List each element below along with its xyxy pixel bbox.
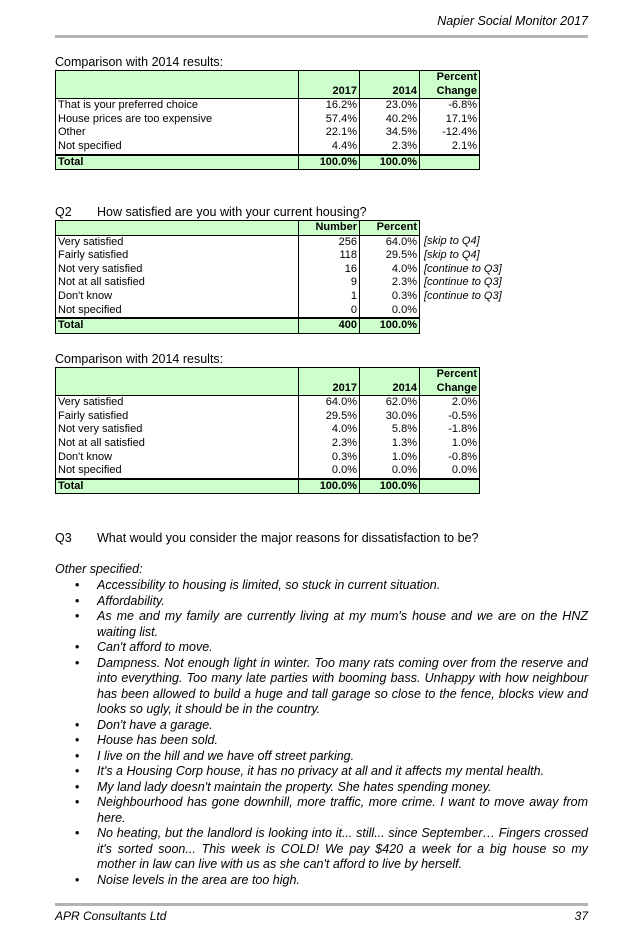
- total-2017: 100.0%: [299, 479, 360, 494]
- list-item: [55, 594, 588, 610]
- row-label: Other: [56, 126, 299, 140]
- table-row: [56, 126, 480, 140]
- table-row: [56, 451, 480, 465]
- row-label: Not at all satisfied: [56, 437, 299, 451]
- q2-question: How satisfied are you with your current housing?: [97, 205, 367, 219]
- skip-instruction: [continue to Q3]: [420, 290, 520, 304]
- value-2017: 4.4%: [299, 140, 360, 155]
- col-header-2017: 2017: [299, 368, 360, 396]
- bullet-icon: •: [75, 655, 80, 670]
- list-item: [55, 578, 588, 594]
- list-item: [55, 873, 588, 889]
- bullet-icon: •: [75, 578, 80, 592]
- total-2017: 100.0%: [299, 155, 360, 170]
- comparison-1-title: Comparison with 2014 results:: [55, 55, 224, 69]
- list-item: [55, 795, 588, 826]
- list-item: [55, 718, 588, 734]
- table-row: [56, 423, 480, 437]
- comparison-1-body: [56, 99, 480, 155]
- col-header-2014: 2014: [360, 368, 420, 396]
- row-label: Don't know: [56, 451, 299, 465]
- q2-heading: [55, 205, 367, 219]
- reason-text: House has been sold.: [97, 733, 218, 747]
- reason-text: Affordability.: [97, 593, 165, 608]
- skip-instruction: [continue to Q3]: [420, 263, 520, 277]
- page-number: 37: [574, 909, 588, 923]
- table-row: [56, 464, 480, 479]
- total-row: [56, 318, 520, 333]
- table-row: [56, 235, 520, 249]
- value-percent: 4.0%: [360, 263, 420, 277]
- list-item: [55, 826, 588, 873]
- reasons-list: [55, 578, 588, 888]
- row-label: Fairly satisfied: [56, 410, 299, 424]
- value-change: 0.0%: [420, 464, 480, 479]
- reason-text: Dampness. Not enough light in winter. Too many rats coming over from the reserve and into everything. Too many late parties with booming bass. Unhappy with how neighbour has been allowed to build a huge and tall garage so close to the fence, blocks view and looks so ugly, it should be in the country.: [97, 655, 588, 716]
- value-change: 2.1%: [420, 140, 480, 155]
- value-change: 17.1%: [420, 113, 480, 127]
- total-row: [56, 155, 480, 170]
- row-label: Very satisfied: [56, 235, 299, 249]
- value-number: 118: [299, 249, 360, 263]
- bullet-icon: •: [75, 609, 80, 623]
- value-2014: 62.0%: [360, 396, 420, 410]
- value-2014: 34.5%: [360, 126, 420, 140]
- value-2014: 40.2%: [360, 113, 420, 127]
- total-label: Total: [56, 479, 299, 494]
- row-label: Don't know: [56, 290, 299, 304]
- total-row: [56, 479, 480, 494]
- table-row: [56, 140, 480, 155]
- value-2014: 1.3%: [360, 437, 420, 451]
- value-change: -12.4%: [420, 126, 480, 140]
- page-header: [55, 8, 588, 38]
- table-row: [56, 249, 520, 263]
- reason-text: It's a Housing Corp house, it has no privacy at all and it affects my mental health.: [97, 764, 545, 778]
- reason-text: I live on the hill and we have off street parking.: [97, 748, 355, 763]
- page-footer: [55, 903, 588, 926]
- value-2014: 0.0%: [360, 464, 420, 479]
- bullet-icon: •: [75, 733, 80, 747]
- value-number: 256: [299, 235, 360, 249]
- value-2014: 5.8%: [360, 423, 420, 437]
- q3-question: What would you consider the major reasons for dissatisfaction to be?: [97, 531, 479, 545]
- other-specified-label: Other specified:: [55, 562, 143, 576]
- value-2017: 16.2%: [299, 99, 360, 113]
- value-2014: 23.0%: [360, 99, 420, 113]
- value-2017: 2.3%: [299, 437, 360, 451]
- col-header-2017: 2017: [299, 71, 360, 99]
- value-2014: 1.0%: [360, 451, 420, 465]
- q2-table: [55, 220, 520, 334]
- list-item: [55, 780, 588, 796]
- list-item: [55, 733, 588, 749]
- value-percent: 29.5%: [360, 249, 420, 263]
- table-row: [56, 276, 520, 290]
- list-item: [55, 749, 588, 765]
- bullet-icon: •: [75, 640, 80, 654]
- reason-text: Accessibility to housing is limited, so stuck in current situation.: [97, 578, 441, 592]
- table-row: [56, 263, 520, 277]
- row-label: Fairly satisfied: [56, 249, 299, 263]
- total-number: 400: [299, 318, 360, 333]
- q3-heading: [55, 531, 478, 545]
- value-number: 16: [299, 263, 360, 277]
- total-change: [420, 479, 480, 494]
- value-2017: 64.0%: [299, 396, 360, 410]
- q3-number: Q3: [55, 531, 72, 545]
- row-label: Not specified: [56, 464, 299, 479]
- value-percent: 2.3%: [360, 276, 420, 290]
- list-item: [55, 640, 588, 656]
- value-change: 1.0%: [420, 437, 480, 451]
- comparison-2-title: Comparison with 2014 results:: [55, 352, 224, 366]
- col-header-percent: Percent: [420, 368, 480, 382]
- reason-text: Don't have a garage.: [97, 717, 213, 732]
- total-label: Total: [56, 318, 299, 333]
- col-header-change: Change: [420, 382, 480, 396]
- list-item: [55, 656, 588, 718]
- header-blank: [56, 71, 299, 99]
- document-title: Napier Social Monitor 2017: [437, 14, 588, 28]
- reason-text: As me and my family are currently living at my mum's house and we are on the HNZ waiting list.: [97, 609, 588, 639]
- value-number: 0: [299, 304, 360, 319]
- table-row: [56, 410, 480, 424]
- value-2017: 57.4%: [299, 113, 360, 127]
- value-2017: 29.5%: [299, 410, 360, 424]
- value-percent: 64.0%: [360, 235, 420, 249]
- bullet-icon: •: [75, 717, 80, 732]
- value-number: 9: [299, 276, 360, 290]
- q2-body: [56, 235, 520, 318]
- list-item: [55, 609, 588, 640]
- reason-text: Can't afford to move.: [97, 640, 213, 654]
- value-2017: 0.0%: [299, 464, 360, 479]
- comparison-2-body: [56, 396, 480, 479]
- table-row: [56, 99, 480, 113]
- skip-instruction: [420, 304, 520, 319]
- value-2017: 4.0%: [299, 423, 360, 437]
- value-change: 2.0%: [420, 396, 480, 410]
- total-change: [420, 155, 480, 170]
- company-name: APR Consultants Ltd: [55, 909, 167, 923]
- row-label: Not specified: [56, 304, 299, 319]
- comparison-1-table: [55, 70, 480, 170]
- header-blank: [56, 368, 299, 396]
- row-label: Not at all satisfied: [56, 276, 299, 290]
- value-2017: 22.1%: [299, 126, 360, 140]
- value-percent: 0.3%: [360, 290, 420, 304]
- skip-instruction: [skip to Q4]: [420, 235, 520, 249]
- row-label: Not specified: [56, 140, 299, 155]
- comparison-2-table: [55, 367, 480, 494]
- bullet-icon: •: [75, 779, 80, 794]
- table-row: [56, 290, 520, 304]
- bullet-icon: •: [75, 795, 80, 809]
- bullet-icon: •: [75, 764, 80, 778]
- value-change: -1.8%: [420, 423, 480, 437]
- col-header-percent: Percent: [420, 71, 480, 85]
- table-row: [56, 396, 480, 410]
- col-header-2014: 2014: [360, 71, 420, 99]
- col-header-number: Number: [299, 221, 360, 236]
- value-2014: 2.3%: [360, 140, 420, 155]
- total-2014: 100.0%: [360, 155, 420, 170]
- reason-text: Noise levels in the area are too high.: [97, 872, 300, 887]
- row-label: Not very satisfied: [56, 423, 299, 437]
- value-2017: 0.3%: [299, 451, 360, 465]
- row-label: House prices are too expensive: [56, 113, 299, 127]
- bullet-icon: •: [75, 872, 80, 887]
- reason-text: My land lady doesn't maintain the property. She hates spending money.: [97, 779, 492, 794]
- skip-instruction: [continue to Q3]: [420, 276, 520, 290]
- header-blank: [56, 221, 299, 236]
- col-header-percent: Percent: [360, 221, 420, 236]
- q2-number: Q2: [55, 205, 72, 219]
- table-row: [56, 113, 480, 127]
- reason-text: No heating, but the landlord is looking into it... still... since September… Fingers crossed it's sorted soon... This week is COLD! We pay $420 a week for a big house so my mother in law can live with us as she can't afford to live by herself.: [97, 826, 588, 871]
- bullet-icon: •: [75, 826, 80, 840]
- total-2014: 100.0%: [360, 479, 420, 494]
- col-header-change: Change: [420, 85, 480, 99]
- skip-instruction: [skip to Q4]: [420, 249, 520, 263]
- row-label: Not very satisfied: [56, 263, 299, 277]
- value-change: -0.8%: [420, 451, 480, 465]
- value-change: -6.8%: [420, 99, 480, 113]
- value-change: -0.5%: [420, 410, 480, 424]
- value-percent: 0.0%: [360, 304, 420, 319]
- reason-text: Neighbourhood has gone downhill, more traffic, more crime. I want to move away from here.: [97, 795, 588, 825]
- table-row: [56, 304, 520, 319]
- list-item: [55, 764, 588, 780]
- value-2014: 30.0%: [360, 410, 420, 424]
- total-percent: 100.0%: [360, 318, 420, 333]
- table-row: [56, 437, 480, 451]
- bullet-icon: •: [75, 593, 80, 608]
- total-label: Total: [56, 155, 299, 170]
- row-label: Very satisfied: [56, 396, 299, 410]
- row-label: That is your preferred choice: [56, 99, 299, 113]
- bullet-icon: •: [75, 748, 80, 763]
- value-number: 1: [299, 290, 360, 304]
